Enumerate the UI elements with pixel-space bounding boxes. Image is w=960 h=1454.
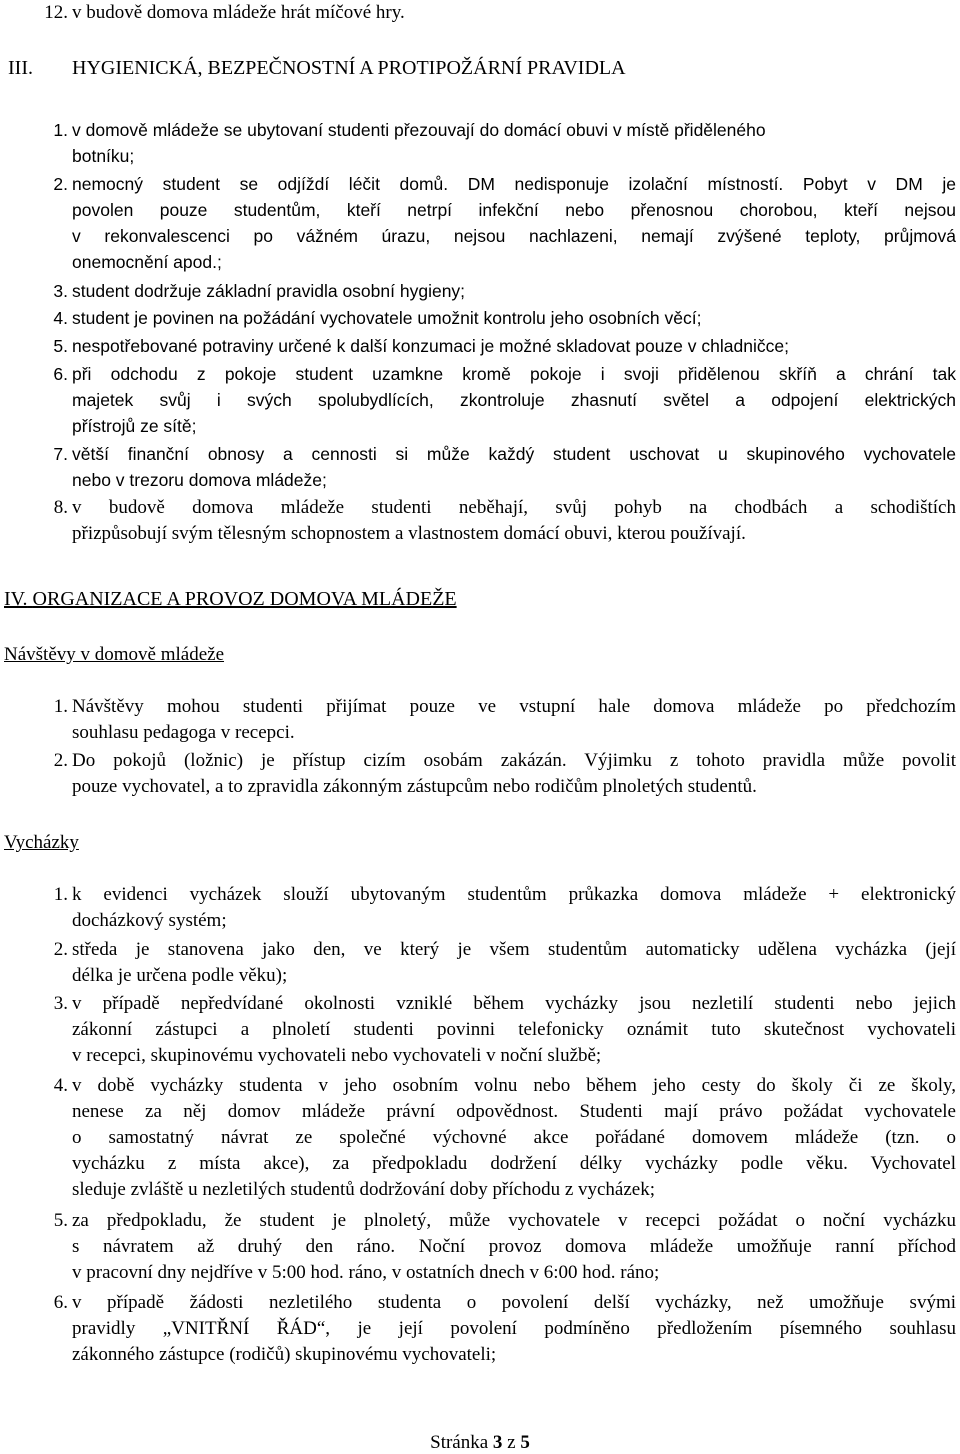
subsection-heading: Vycházky [4,832,79,853]
footer-of: z [507,1432,516,1453]
item-text: nebo v trezoru domova mládeže; [72,470,327,490]
item-number: 6. [53,364,68,384]
item-text: student je povinen na požádání vychovatele umožnit kontrolu jeho osobních věcí; [72,308,702,328]
subsection-heading: Návštěvy v domově mládeže [4,644,225,665]
item-number: 1. [53,120,68,140]
item-text: sleduje zvláště u nezletilých studentů dodržování doby příchodu z vycházek; [72,1179,656,1200]
item-number: 5. [53,1210,68,1231]
item-text: docházkový systém; [72,910,227,931]
item-number: 12. [44,2,68,23]
item-text: o samostatný návrat ze společné výchovné akce pořádané domovem mládeže (tzn. o [72,1127,956,1148]
item-text: onemocnění apod.; [72,252,222,272]
item-number: 3. [53,993,68,1014]
item-number: 6. [53,1292,68,1313]
item-number: 1. [53,884,68,905]
item-text: zákonného zástupce (rodičů) skupinovému vychovateli; [72,1344,497,1365]
item-text: v budově domova mládeže studenti neběhají, svůj pohyb na chodbách a schodištích [72,497,956,518]
item-number: 1. [53,696,68,717]
item-text: v budově domova mládeže hrát míčové hry. [72,2,405,23]
section-number: IV. [4,588,28,610]
item-text: botníku; [72,146,135,166]
item-text: nespotřebované potraviny určené k další konzumaci je možné skladovat pouze v chladničce; [72,336,789,356]
item-text: přístrojů ze sítě; [72,416,197,436]
item-text: Do pokojů (ložnic) je přístup cizím osobám zakázán. Výjimku z tohoto pravidla může povolit [72,750,956,771]
total-page-count: 5 [520,1432,530,1453]
section-heading [4,586,457,612]
item-text: za předpokladu, že student je plnoletý, může vychovatele v recepci požádat o noční vycházku [72,1210,956,1231]
item-text: student dodržuje základní pravidla osobní hygieny; [72,281,466,301]
item-number: 8. [53,497,68,518]
item-text: majetek svůj i svých spolubydlících, zkontroluje zhasnutí světel a odpojení elektrických [72,390,956,410]
item-text: v rekonvalescenci po vážném úrazu, nejsou nachlazeni, nemají zvýšené teploty, průjmová [72,226,956,246]
item-text: Návštěvy mohou studenti přijímat pouze ve vstupní hale domova mládeže po předchozím [72,696,956,717]
item-text: délka je určena podle věku); [72,965,288,986]
item-text: nenese za něj domov mládeže právní odpovědnost. Studenti mají právo požádat vychovatele [72,1101,956,1122]
item-text: v době vycházky studenta v jeho osobním volnu nebo během jeho cesty do školy či ze školy, [72,1075,956,1096]
item-number: 2. [53,174,68,194]
section-title: ORGANIZACE A PROVOZ DOMOVA MLÁDEŽE [32,588,457,610]
item-text: větší finanční obnosy a cennosti si může každý student uschovat u skupinového vychovatele [72,444,956,464]
current-page-number: 3 [492,1432,503,1453]
item-text: v případě žádosti nezletilého studenta o povolení delší vycházky, než umožňuje svými [72,1292,956,1313]
item-text: k evidenci vycházek slouží ubytovaným studentům průkazka domova mládeže + elektronický [72,884,956,905]
section-number: III. [8,57,33,79]
item-text: s návratem až druhý den ráno. Noční provoz domova mládeže umožňuje ranní příchod [72,1236,956,1257]
item-text: v recepci, skupinovému vychovateli nebo vychovateli v noční službě; [72,1045,602,1066]
item-text: povolen pouze studentům, kteří netrpí infekční nebo přenosnou chorobou, kteří nejsou [72,200,956,220]
item-text: v pracovní dny nejdříve v 5:00 hod. ráno, v ostatních dnech v 6:00 hod. ráno; [72,1262,660,1283]
item-text: zákonní zástupci a plnoletí studenti povinni telefonicky oznámit tuto skutečnost vychovateli [72,1019,956,1040]
footer-label: Stránka [430,1432,489,1453]
item-text: vycházku z místa akce), za předpokladu dodržení délky vycházky podle věku. Vychovatel [72,1153,956,1174]
item-number: 3. [53,281,68,301]
item-number: 5. [53,336,68,356]
item-text: pouze vychovatel, a to zpravidla zákonným zástupcům nebo rodičům plnoletých studentů. [72,776,757,797]
item-text: v případě nepředvídané okolnosti vzniklé během vycházky jsou nezletilí studenti nebo jejich [72,993,956,1014]
item-text: nemocný student se odjíždí léčit domů. DM nedisponuje izolační místností. Pobyt v DM je [72,174,956,194]
item-text: souhlasu pedagoga v recepci. [72,722,295,743]
page-footer [0,1432,960,1454]
item-number: 4. [53,308,68,328]
item-number: 2. [53,939,68,960]
item-text: pravidly „VNITŘNÍ ŘÁD“, je její povolení podmíněno předložením písemného souhlasu [72,1318,956,1339]
item-number: 2. [53,750,68,771]
item-text: přizpůsobují svým tělesným schopnostem a vlastnostem domácí obuvi, kterou používají. [72,523,746,544]
section-title: HYGIENICKÁ, BEZPEČNOSTNÍ A PROTIPOŽÁRNÍ PRAVIDLA [72,57,626,79]
item-number: 4. [53,1075,68,1096]
item-text: v domově mládeže se ubytovaní studenti přezouvají do domácí obuvi v místě přiděleného [72,120,766,140]
item-number: 7. [53,444,68,464]
item-text: při odchodu z pokoje student uzamkne kromě pokoje i svoji přidělenou skříň a chrání tak [72,364,956,384]
item-text: středa je stanovena jako den, ve který je všem studentům automaticky udělena vycházka (její [72,939,956,960]
